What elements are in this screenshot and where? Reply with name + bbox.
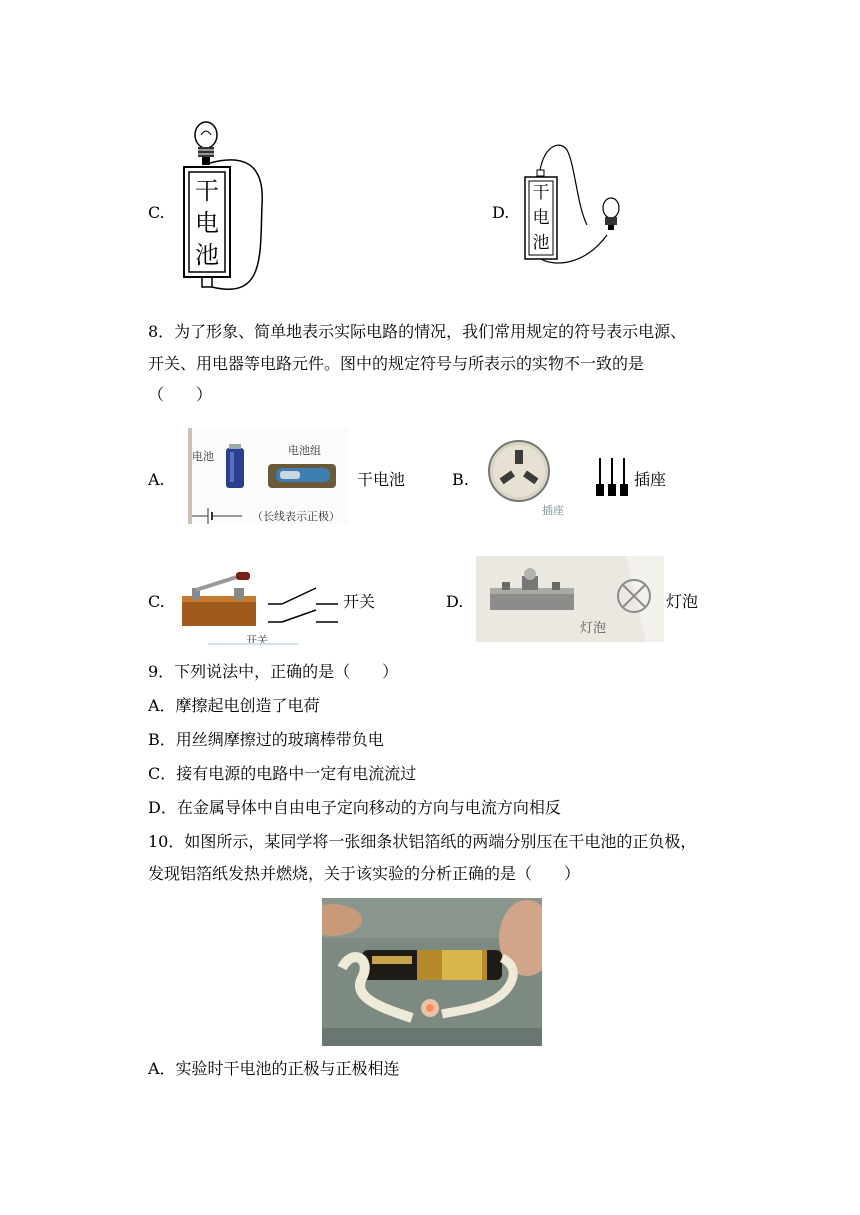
svg-text:开关: 开关 <box>246 634 268 647</box>
q7-c-battery-char2: 电 <box>195 209 219 237</box>
q9-option-b: B．用丝绸摩擦过的玻璃棒带负电 <box>148 730 384 749</box>
q7-c-battery-char1: 干 <box>195 177 219 205</box>
svg-text:插座: 插座 <box>542 504 564 517</box>
q9-option-c: C．接有电源的电路中一定有电流流过 <box>148 764 417 783</box>
q10-option-a: A．实验时干电池的正极与正极相连 <box>148 1059 400 1078</box>
q8-option-d-caption: 灯泡 <box>666 592 699 611</box>
q10-stem-line-2: 发现铝箔纸发热并燃烧，关于该实验的分析正确的是（ ） <box>148 864 581 883</box>
q8-option-a-label: A. <box>148 470 165 489</box>
q8-option-c-image <box>178 570 340 650</box>
q7-option-c-label: C. <box>148 203 165 222</box>
q8-option-b-socket-symbol <box>594 458 630 500</box>
q10-experiment-photo <box>322 898 542 1046</box>
q7-c-battery-char3: 池 <box>195 241 219 269</box>
q8-option-b-label: B. <box>452 470 469 489</box>
q8-option-d-image <box>476 556 664 642</box>
q8-stem-line-3: （ ） <box>148 385 213 404</box>
q9-option-d: D．在金属导体中自由电子定向移动的方向与电流方向相反 <box>148 798 561 817</box>
svg-text:干: 干 <box>532 183 550 203</box>
svg-text:电池: 电池 <box>192 450 214 463</box>
svg-text:电: 电 <box>532 208 550 228</box>
svg-text:电池组: 电池组 <box>288 444 321 457</box>
q8-stem-line-1: 8．为了形象、简单地表示实际电路的情况，我们常用规定的符号表示电源、 <box>148 322 687 341</box>
q8-option-b-caption: 插座 <box>634 470 667 489</box>
q8-option-a-image <box>188 428 348 524</box>
q8-stem-line-2: 开关、用电器等电路元件。图中的规定符号与所表示的实物不一致的是 <box>148 354 645 373</box>
svg-text:（长线表示正极）: （长线表示正极） <box>252 510 340 523</box>
q8-option-c-label: C. <box>148 592 165 611</box>
q10-stem-line-1: 10．如图所示，某同学将一张细条状铝箔纸的两端分别压在干电池的正负极， <box>148 832 697 851</box>
svg-text:池: 池 <box>532 233 550 253</box>
q9-stem: 9．下列说法中，正确的是（ ） <box>148 662 399 681</box>
q7-option-d-diagram <box>515 135 635 285</box>
q8-option-b-image <box>482 438 572 518</box>
q7-option-d-label: D. <box>492 203 510 222</box>
q8-option-a-caption: 干电池 <box>357 470 406 489</box>
q7-option-c-diagram <box>170 115 280 305</box>
q9-option-a: A．摩擦起电创造了电荷 <box>148 696 320 715</box>
svg-text:灯泡: 灯泡 <box>580 621 607 636</box>
q8-option-c-caption: 开关 <box>343 592 376 611</box>
q8-option-d-label: D. <box>446 592 464 611</box>
